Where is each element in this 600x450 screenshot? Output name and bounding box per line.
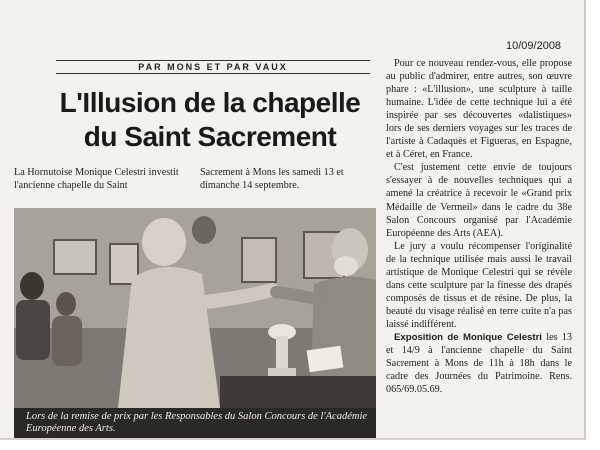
headline-line-2: du Saint Sacrement (83, 121, 337, 152)
exhibition-info (386, 331, 572, 396)
clipping-date: 10/09/2008 (506, 40, 562, 52)
body-paragraph-3: Le jury a voulu récompenser l'originalité de la technique utilisée mais aussi le travail artistique de Monique Celestri qui se révèle dans cette sculpture par la finesse des drapés composés de tissus et de résine. De plus, la beauté du visage réalisé en terre cuite n'a pas laissé indifférent. (386, 240, 572, 330)
body-paragraph-1: Pour ce nouveau rendez-vous, elle propose au public d'admirer, entre autres, son œuvre phare : «L'illusion», une sculpture à taille humaine. L'idée de cette technique lui a été inspirée par ses découvertes «dalistiques» lors de ses derniers voyages sur les traces de l'artiste à Cadaquès et Figueras, en Espagne, et à Céret, en France. (386, 58, 572, 161)
article-headline (42, 86, 378, 154)
section-title: PAR MONS ET PAR VAUX (134, 62, 292, 72)
headline-line-1: L'Illusion de la chapelle (59, 87, 361, 118)
article-body (386, 57, 572, 396)
intro-text-left: La Hornutoise Monique Celestri investit l'ancienne chapelle du Saint (14, 167, 179, 191)
photo-caption: Lors de la remise de prix par les Responsables du Salon Concours de l'Académie Européenne des Arts. (14, 408, 376, 438)
exhibition-details: les 13 et 14/9 à l'ancienne chapelle du Saint Sacrement à Mons de 11h à 18h dans le cadre des Journées du Patrimoine. Rens. 065/69.05.69. (386, 331, 573, 396)
article-photo (14, 208, 376, 408)
intro-text-right: Sacrement à Mons les samedi 13 et dimanche 14 septembre. (200, 167, 344, 191)
award-ceremony-photo (14, 208, 376, 408)
body-paragraph-2: C'est justement cette envie de toujours s'essayer à de nouvelles techniques qui a amené la créatrice à recevoir le «Grand prix Médaille de Vermeil» dans le cadre du 38e Salon Concours organisé par l'Académie Européenne des Arts (AEA). (386, 162, 572, 239)
exhibition-label: Exposition de Monique Celestri (394, 331, 542, 343)
section-kicker (56, 62, 370, 72)
